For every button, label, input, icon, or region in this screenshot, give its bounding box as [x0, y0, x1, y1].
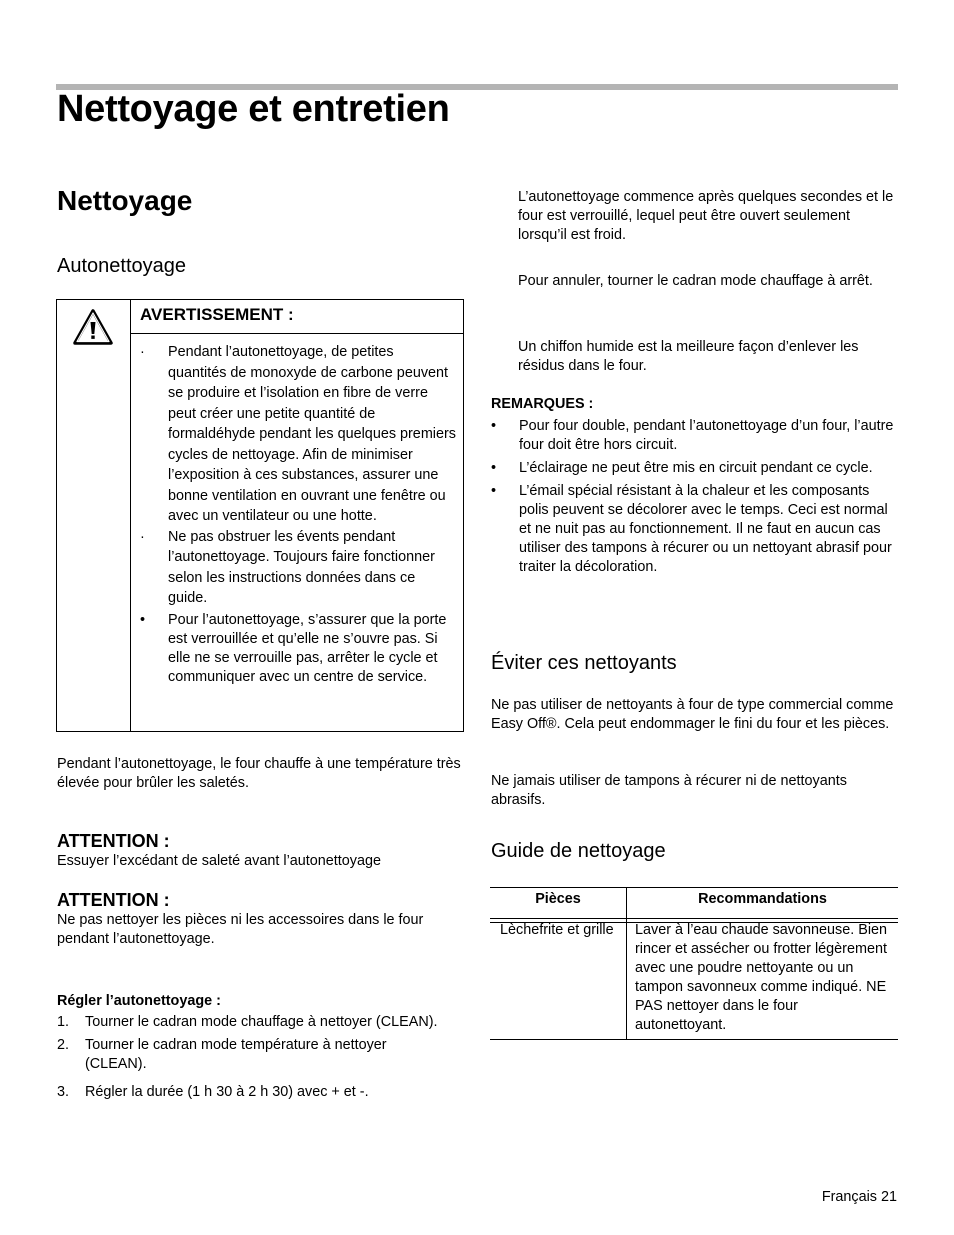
step-item: [57, 1083, 447, 1102]
page-title: Nettoyage et entretien: [57, 88, 450, 130]
attention-text: Essuyer l’excédant de saleté avant l’autonettoyage: [57, 853, 382, 869]
table-rule: [490, 918, 898, 919]
bullet-mark: •: [140, 611, 146, 628]
section-title: Nettoyage: [57, 185, 193, 216]
eviter-paragraph-1: Ne pas utiliser de nettoyants à four de type commercial comme Easy Off®. Cela peut endommager le fini du four et les pièces.: [491, 697, 894, 732]
autonettoyage-heading: Autonettoyage: [57, 255, 186, 277]
remarque-item: [491, 459, 899, 478]
eviter-paragraph-2: Ne jamais utiliser de tampons à récurer ni de nettoyants abrasifs.: [491, 773, 847, 808]
remarques-list: [491, 417, 899, 581]
step-item: [57, 1036, 447, 1074]
step-text: Régler la durée (1 h 30 à 2 h 30) avec + et -.: [85, 1084, 369, 1100]
attention-label: ATTENTION :: [57, 890, 170, 910]
warning-header: [131, 300, 463, 334]
bullet-mark: ·: [140, 528, 145, 545]
warning-item: [131, 611, 456, 687]
warning-item: [131, 342, 456, 527]
remarques-label: REMARQUES :: [491, 396, 594, 412]
self-clean-start-paragraph: L’autonettoyage commence après quelques secondes et le four est verrouillé, lequel peut être ouvert seulement lorsqu’il est froid.: [518, 189, 894, 243]
remarque-item: [491, 417, 899, 455]
table-header-recommandations: Recommandations: [698, 891, 827, 907]
table-column-divider: [626, 887, 627, 1040]
warning-header-label: AVERTISSEMENT :: [140, 305, 294, 324]
warning-item-text: Ne pas obstruer les évents pendant l’autonettoyage. Toujours faire fonctionner selon les instructions données dans ce guide.: [168, 528, 435, 606]
page-footer: Français 21: [821, 1189, 897, 1205]
cleaning-guide-table: [490, 887, 898, 1040]
step-text: Tourner le cadran mode température à nettoyer (CLEAN).: [85, 1037, 387, 1072]
warning-icon-column: [57, 300, 131, 731]
warning-item-text: Pour l’autonettoyage, s’assurer que la porte est verrouillée et qu’elle ne s’ouvre pas. Si elle ne se verrouille pas, arrêter le cycle et communiquer avec un centre de service.: [168, 611, 447, 685]
remarque-item: [491, 482, 899, 577]
warning-box: [56, 299, 464, 732]
steps-list: [57, 1013, 447, 1106]
bullet-mark: •: [491, 418, 497, 434]
table-rule: [490, 1039, 898, 1040]
step-number: 3.: [57, 1084, 70, 1100]
cloth-paragraph: Un chiffon humide est la meilleure façon d’enlever les résidus dans le four.: [518, 339, 859, 374]
remarque-text: L’éclairage ne peut être mis en circuit pendant ce cycle.: [519, 460, 873, 476]
step-number: 2.: [57, 1037, 70, 1053]
bullet-mark: •: [491, 460, 497, 476]
table-header-pieces: Pièces: [535, 891, 581, 907]
warning-item-text: Pendant l’autonettoyage, de petites quantités de monoxyde de carbone peuvent se produire et l’isolation en fibre de verre peut créer une petite quantité de formaldéhyde pendant les quelques premiers cycles de nettoyage. Afin de minimiser l’exposition à ces substances, assurer une bonne ventilation en ouvrant une fenêtre ou avec un ventilateur ou une hotte.: [168, 344, 456, 524]
table-cell-piece: Lèchefrite et grille: [500, 922, 614, 938]
remarque-text: Pour four double, pendant l’autonettoyage d’un four, l’autre four doit être hors circuit.: [519, 418, 894, 453]
intro-paragraph: Pendant l’autonettoyage, le four chauffe à une température très élevée pour brûler les saletés.: [57, 756, 461, 791]
step-item: [57, 1013, 447, 1032]
table-rule: [490, 887, 898, 888]
table-cell-recommandation: Laver à l’eau chaude savonneuse. Bien rincer et assécher ou frotter légèrement avec une poudre nettoyante ou un tampon savonneux comme indiqué. NE PAS nettoyer dans le four autonettoyant.: [635, 922, 888, 1033]
warning-list: [131, 342, 456, 687]
step-number: 1.: [57, 1014, 70, 1030]
steps-label: Régler l’autonettoyage :: [57, 993, 221, 1009]
eviter-heading: Éviter ces nettoyants: [491, 652, 677, 674]
attention-text: Ne pas nettoyer les pièces ni les accessoires dans le four pendant l’autonettoyage.: [57, 912, 424, 947]
bullet-mark: •: [491, 483, 497, 499]
warning-item: [131, 527, 456, 609]
step-text: Tourner le cadran mode chauffage à nettoyer (CLEAN).: [85, 1014, 438, 1030]
guide-heading: Guide de nettoyage: [491, 840, 666, 862]
remarque-text: L’émail spécial résistant à la chaleur et les composants polis peuvent se décolorer avec le temps. Ceci est normal et ne nuit pas au fonctionnement. Il ne faut en aucun cas utiliser des tampons à récurer ou un nettoyant abrasif pour traiter la décoloration.: [519, 483, 892, 575]
attention-label: ATTENTION :: [57, 831, 170, 851]
warning-triangle-icon: [72, 308, 114, 346]
bullet-mark: ·: [140, 344, 145, 360]
cancel-paragraph: Pour annuler, tourner le cadran mode chauffage à arrêt.: [518, 273, 873, 289]
